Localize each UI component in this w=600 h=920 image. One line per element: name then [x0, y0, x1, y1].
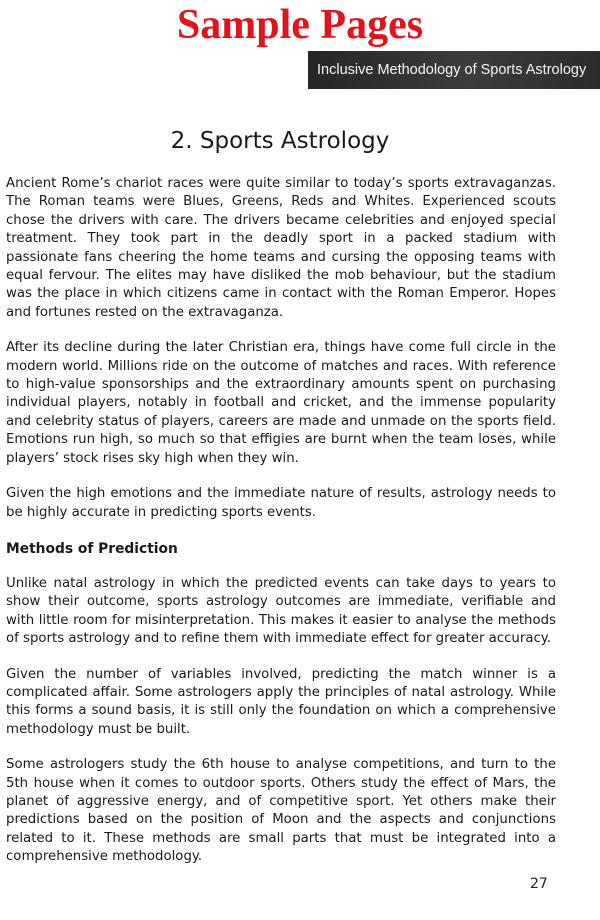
sample-pages-banner: Sample Pages: [176, 2, 424, 48]
body-paragraph: After its decline during the later Christian era, things have come full circle in the modern world. Millions ride on the outcome of matches and races. With reference to high-value sponsorships and the extraordinary amounts spent on purchasing individual players, notably in football and cricket, and the immense popularity and celebrity status of players, careers are made and unmade on the sports field. Emotions run high, so much so that effigies are burnt when the team loses, while players’ stock rises sky high when they win.: [6, 340, 556, 466]
page-content: [6, 175, 556, 884]
section-heading: Methods of Prediction: [6, 540, 178, 557]
body-paragraph: Unlike natal astrology in which the predicted events can take days to years to show their outcome, sports astrology outcomes are immediate, verifiable and with little room for misinterpretation. This makes it easier to analyse the methods of sports astrology and to refine them with immediate effect for greater accuracy.: [6, 575, 556, 647]
body-paragraph: Some astrologers study the 6th house to analyse competitions, and turn to the 5th house when it comes to outdoor sports. Others study the effect of Mars, the planet of aggressive energy, and of competitive sport. Yet others make their predictions based on the position of Moon and the aspects and conjunctions related to it. These methods are small parts that must be integrated into a comprehensive methodology.: [6, 757, 556, 865]
page-number: 27: [530, 876, 548, 892]
body-paragraph: Given the number of variables involved, predicting the match winner is a complicated affair. Some astrologers apply the principles of natal astrology. While this forms a sound basis, it is still only the foundation on which a comprehensive methodology must be built.: [6, 666, 556, 737]
chapter-title: 2. Sports Astrology: [170, 128, 390, 154]
body-paragraph: Ancient Rome’s chariot races were quite similar to today’s sports extravaganzas. The Roman teams were Blues, Greens, Reds and Whites. Experienced scouts chose the drivers with care. The drivers became celebrities and enjoyed special treatment. They took part in the deadly sport in a packed stadium with passionate fans cheering the home teams and cursing the opposing teams with equal fervour. The elites may have disliked the mob behaviour, but the stadium was the place in which citizens came in contact with the Roman Emperor. Hopes and fortunes rested on the extravaganza.: [6, 176, 556, 320]
running-header: Inclusive Methodology of Sports Astrology: [308, 51, 600, 89]
body-paragraph: Given the high emotions and the immediate nature of results, astrology needs to be highly accurate in predicting sports events.: [6, 486, 556, 520]
